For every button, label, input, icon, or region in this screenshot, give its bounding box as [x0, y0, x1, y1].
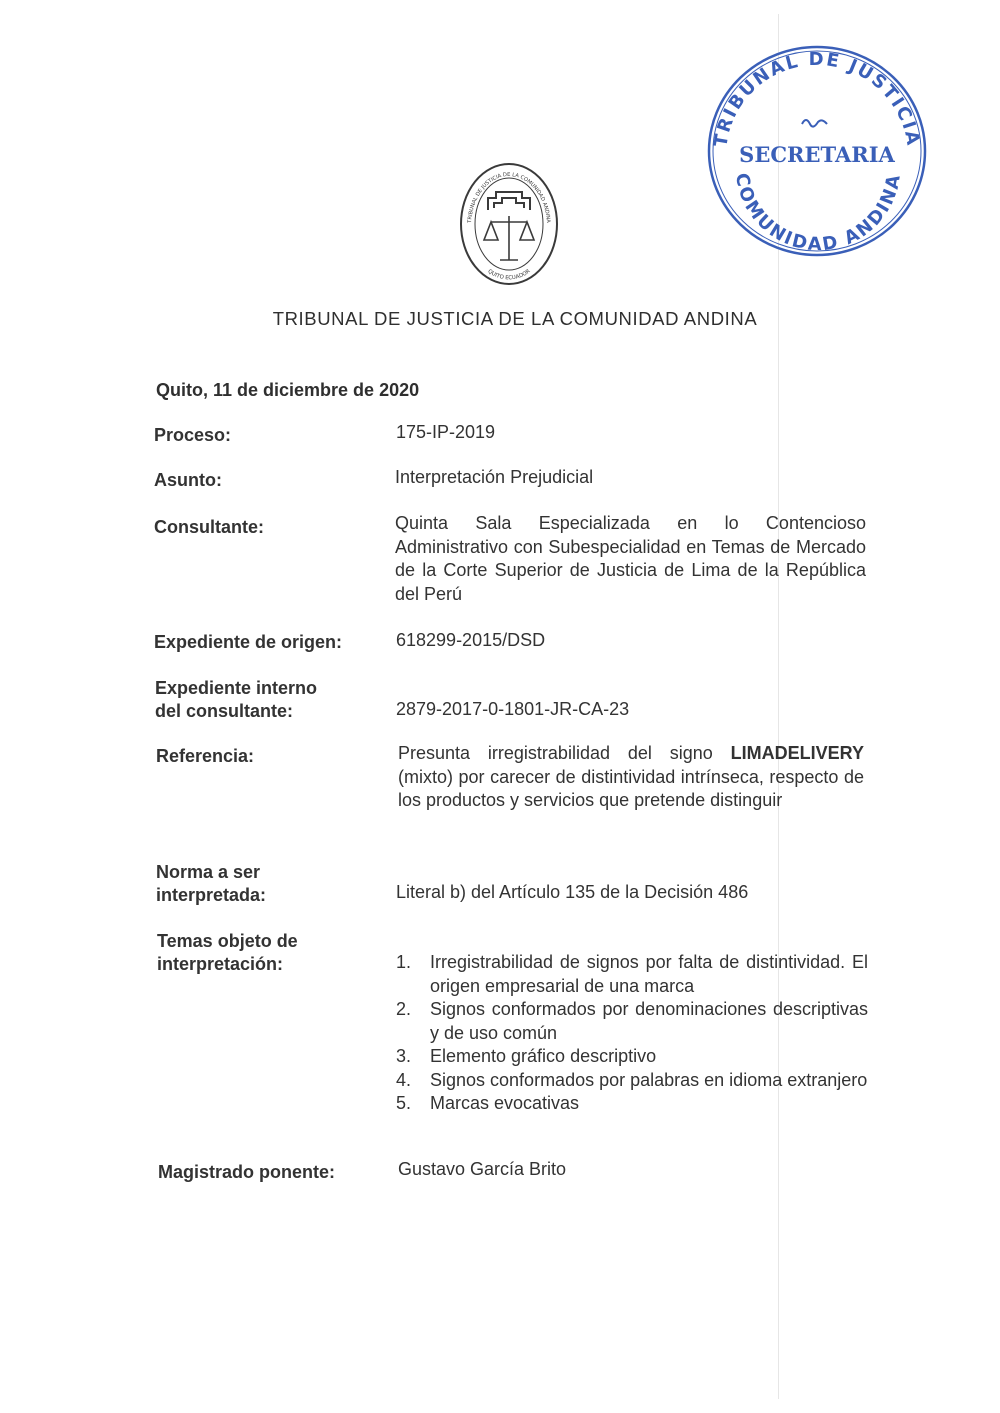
stamp-signature-mark	[802, 120, 827, 127]
temas-label-line1: Temas objeto de	[157, 931, 298, 951]
magistrado-label: Magistrado ponente:	[158, 1162, 336, 1182]
list-item-text: Irregistrabilidad de signos por falta de distintividad. El origen empresarial de una marca	[430, 952, 868, 996]
emblem-bottom-text: QUITO ECUADOR	[486, 268, 532, 282]
stamp-bottom-text: COMUNIDAD ANDINA	[730, 171, 906, 256]
norma-label-line2: interpretada:	[156, 885, 267, 905]
list-item	[396, 1045, 868, 1069]
expediente-origen-value: 618299-2015/DSD	[396, 630, 546, 650]
list-item	[396, 998, 868, 1045]
list-item-text: Marcas evocativas	[430, 1093, 580, 1113]
consultante-label: Consultante:	[154, 517, 264, 537]
expediente-interno-label	[155, 677, 317, 723]
list-item-number: 5.	[396, 1093, 412, 1113]
consultante-value: Quinta Sala Especializada en lo Contencioso Administrativo con Subespecialidad en Temas de Mercado de la Corte Superior de Justicia de Lima de la República del Perú	[395, 513, 866, 604]
list-item-number: 2.	[396, 999, 412, 1019]
list-item-text: Signos conformados por palabras en idioma extranjero	[430, 1069, 868, 1090]
document-title: TRIBUNAL DE JUSTICIA DE LA COMUNIDAD ANDINA	[272, 308, 758, 329]
scales-of-justice-icon	[484, 216, 534, 260]
proceso-value: 175-IP-2019	[396, 422, 496, 442]
asunto-value: Interpretación Prejudicial	[395, 467, 594, 487]
expediente-interno-label-line1: Expediente interno	[155, 678, 318, 698]
norma-value: Literal b) del Artículo 135 de la Decisión 486	[396, 882, 749, 902]
list-item-number: 1.	[396, 952, 412, 972]
list-item	[396, 951, 868, 998]
referencia-value	[398, 742, 864, 813]
secretaria-stamp	[704, 38, 930, 264]
expediente-origen-label: Expediente de origen:	[154, 632, 343, 652]
list-item	[396, 1069, 868, 1093]
list-item-number: 3.	[396, 1046, 412, 1066]
stamp-top-text: TRIBUNAL DE JUSTICIA	[710, 48, 924, 149]
referencia-prefix: Presunta irregistrabilidad del signo	[398, 743, 731, 763]
list-item-number: 4.	[396, 1069, 412, 1090]
list-item-text: Signos conformados por denominaciones descriptivas y de uso común	[430, 999, 868, 1043]
proceso-label: Proceso:	[154, 425, 232, 445]
norma-label	[156, 861, 266, 907]
stamp-center-text: SECRETARIA	[739, 142, 895, 167]
asunto-label: Asunto:	[154, 470, 222, 490]
andean-pattern-icon	[488, 192, 530, 210]
svg-text:TRIBUNAL DE JUSTICIA	[710, 49, 923, 148]
magistrado-value: Gustavo García Brito	[398, 1159, 567, 1179]
tribunal-emblem	[458, 160, 560, 286]
referencia-sign-name: LIMADELIVERY	[730, 743, 864, 763]
expediente-interno-label-line2: del consultante:	[155, 701, 294, 721]
expediente-interno-value: 2879-2017-0-1801-JR-CA-23	[396, 699, 630, 719]
document-date: Quito, 11 de diciembre de 2020	[156, 380, 420, 400]
emblem-top-text: TRIBUNAL DE JUSTICIA DE LA COMUNIDAD ANDINA	[467, 171, 551, 224]
svg-text:COMUNIDAD ANDINA	[731, 172, 905, 256]
list-item	[396, 1092, 868, 1116]
temas-label	[157, 930, 298, 976]
list-item-text: Elemento gráfico descriptivo	[430, 1046, 657, 1066]
referencia-label: Referencia:	[156, 746, 255, 766]
temas-label-line2: interpretación:	[157, 954, 284, 974]
temas-list	[396, 951, 868, 1116]
norma-label-line1: Norma a ser	[156, 862, 261, 882]
referencia-suffix: (mixto) por carecer de distintividad intrínseca, respecto de los productos y servicios que pretende distinguir	[398, 766, 864, 810]
